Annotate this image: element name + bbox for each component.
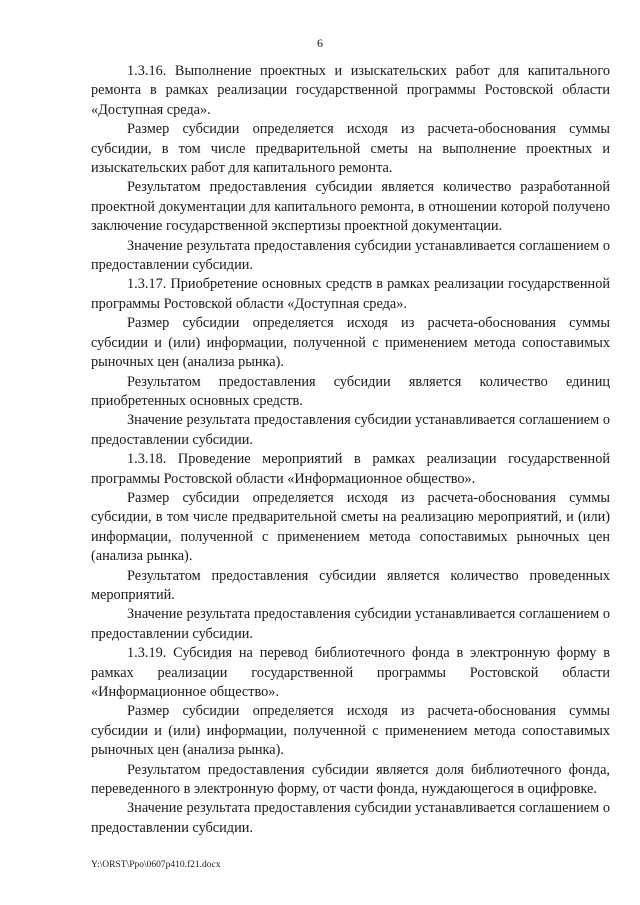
paragraph-result-value: Значение результата предоставления субсидии устанавливается соглашением о предоставлении субсидии. <box>91 237 610 274</box>
paragraph-1-3-19-title: 1.3.19. Субсидия на перевод библиотечного фонда в электронную форму в рамках реализации государственной программы Ростовской области «Информационное общество». <box>91 645 610 700</box>
paragraph-1-3-16-title: 1.3.16. Выполнение проектных и изыскательских работ для капитального ремонта в рамках реализации государственной программы Ростовской области «Доступная среда». <box>91 63 610 118</box>
paragraph-result-value: Значение результата предоставления субсидии устанавливается соглашением о предоставлении субсидии. <box>91 412 610 448</box>
paragraph-subsidy-result: Результатом предоставления субсидии является количество разработанной проектной документации для капитального ремонта, в отношении которой получено заключение государственной экспертизы проектной документации. <box>91 179 610 235</box>
footer-file-path: Y:\ORST\Ppo\0607p410.f21.docx <box>91 860 221 870</box>
paragraph-subsidy-result: Результатом предоставления субсидии является количество проведенных мероприятий. <box>91 567 610 603</box>
paragraph-result-value: Значение результата предоставления субсидии устанавливается соглашением о предоставлении субсидии. <box>91 800 610 836</box>
paragraph-1-3-18-title: 1.3.18. Проведение мероприятий в рамках реализации государственной программы Ростовской области «Информационное общество». <box>91 451 610 487</box>
document-body <box>91 62 610 838</box>
paragraph-1-3-17-title: 1.3.17. Приобретение основных средств в рамках реализации государственной программы Ростовской области «Доступная среда». <box>91 276 610 312</box>
paragraph-result-value: Значение результата предоставления субсидии устанавливается соглашением о предоставлении субсидии. <box>91 606 610 642</box>
paragraph-subsidy-result: Результатом предоставления субсидии является доля библиотечного фонда, переведенного в электронную форму, от части фонда, нуждающегося в оцифровке. <box>91 761 610 798</box>
paragraph-subsidy-size: Размер субсидии определяется исходя из расчета-обоснования суммы субсидии, в том числе предварительной сметы на выполнение проектных и изыскательских работ для капитального ремонта. <box>91 121 610 177</box>
paragraph-subsidy-size: Размер субсидии определяется исходя из расчета-обоснования суммы субсидии и (или) информации, полученной с применением метода сопоставимых рыночных цен (анализа рынка). <box>91 703 610 759</box>
paragraph-subsidy-result: Результатом предоставления субсидии является количество единиц приобретенных основных средств. <box>91 373 610 409</box>
page-number: 6 <box>317 36 323 50</box>
paragraph-subsidy-size: Размер субсидии определяется исходя из расчета-обоснования суммы субсидии, в том числе предварительной сметы на реализацию мероприятий, и (или) информации, полученной с применением метода сопоставимых рыночных цен (анализа рынка). <box>91 489 610 565</box>
paragraph-subsidy-size: Размер субсидии определяется исходя из расчета-обоснования суммы субсидии и (или) информации, полученной с применением метода сопоставимых рыночных цен (анализа рынка). <box>91 315 610 371</box>
